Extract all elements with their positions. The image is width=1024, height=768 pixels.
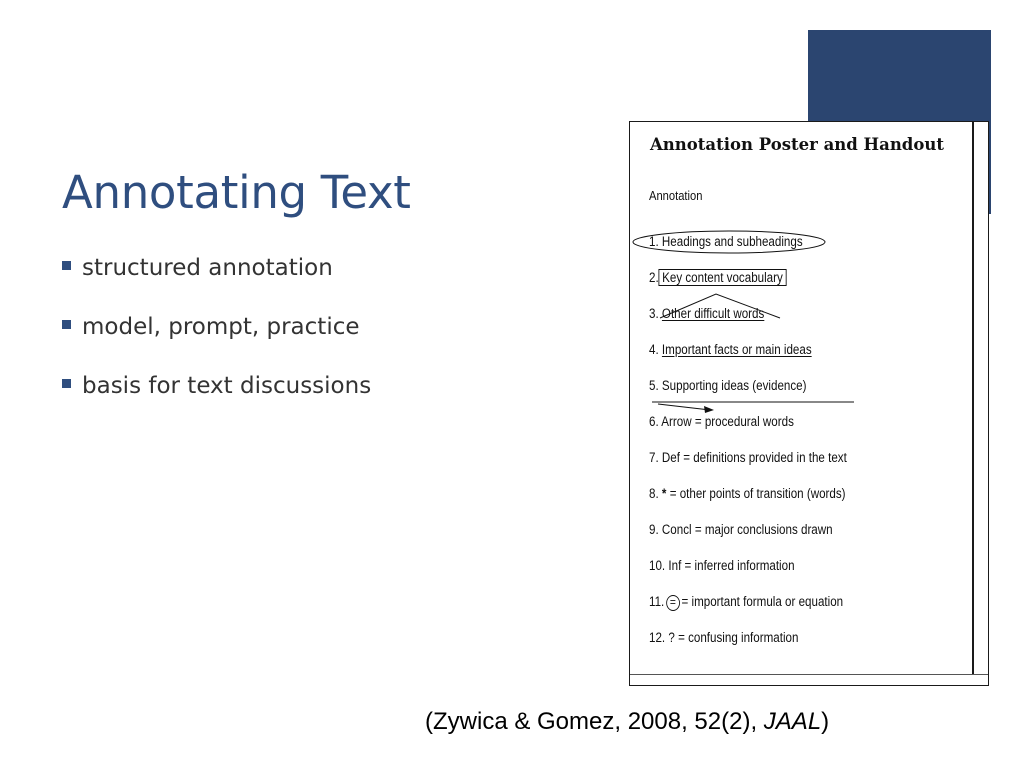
arrow-line (658, 404, 710, 410)
heading-circle-mark (633, 231, 825, 253)
arrow-head-icon (704, 406, 714, 413)
item-text: Headings and subheadings (661, 234, 803, 249)
bullet-item (62, 373, 371, 399)
bullet-item (62, 255, 333, 281)
item-number: 3. (649, 306, 659, 321)
circled-equals-icon: = (666, 595, 680, 611)
square-bullet-icon (62, 261, 71, 270)
bullet-text: structured annotation (82, 255, 333, 281)
item-number: 5. (649, 378, 659, 393)
handout-subtitle: Annotation (649, 188, 703, 203)
item-number: 9. (649, 522, 659, 537)
citation-journal: JAAL (763, 708, 822, 735)
item-number: 1. (649, 234, 659, 249)
item-number: 10. (649, 558, 666, 573)
item-text-boxed: Key content vocabulary (659, 269, 787, 286)
bullet-text: basis for text discussions (82, 373, 372, 399)
item-number: 8. (649, 486, 659, 501)
item-text: = important formula or equation (681, 594, 844, 609)
item-number: 11. (649, 594, 665, 609)
item-number: 2. (649, 270, 659, 285)
slide-title: Annotating Text (62, 166, 411, 219)
item-text: Arrow = procedural words (661, 414, 794, 429)
square-bullet-icon (62, 320, 71, 329)
square-bullet-icon (62, 379, 71, 388)
citation-suffix: ) (821, 708, 830, 735)
item-text: Def = definitions provided in the text (661, 450, 847, 465)
item-text: = other points of transition (words) (669, 486, 846, 501)
item-text: Concl = major conclusions drawn (661, 522, 833, 537)
handout-image (629, 121, 989, 686)
citation-text: (Zywica & Gomez, 2008, 52(2), (425, 708, 764, 735)
item-text: Inf = inferred information (668, 558, 795, 573)
item-text-underlined: Other difficult words (661, 306, 765, 321)
item-text: ? = confusing information (668, 630, 799, 645)
item-number: 6. (649, 414, 659, 429)
handout-annotation-marks (630, 122, 989, 686)
star-symbol: * (661, 486, 667, 501)
item-number: 12. (649, 630, 666, 645)
bullet-text: model, prompt, practice (82, 314, 360, 340)
item-text: Supporting ideas (evidence) (661, 378, 807, 393)
item-text-underlined: Important facts or main ideas (661, 342, 812, 357)
item-number: 7. (649, 450, 659, 465)
caret-mark (660, 294, 780, 318)
citation (425, 708, 829, 736)
handout-title: Annotation Poster and Handout (650, 135, 944, 154)
bullet-item (62, 314, 360, 340)
item-number: 4. (649, 342, 659, 357)
